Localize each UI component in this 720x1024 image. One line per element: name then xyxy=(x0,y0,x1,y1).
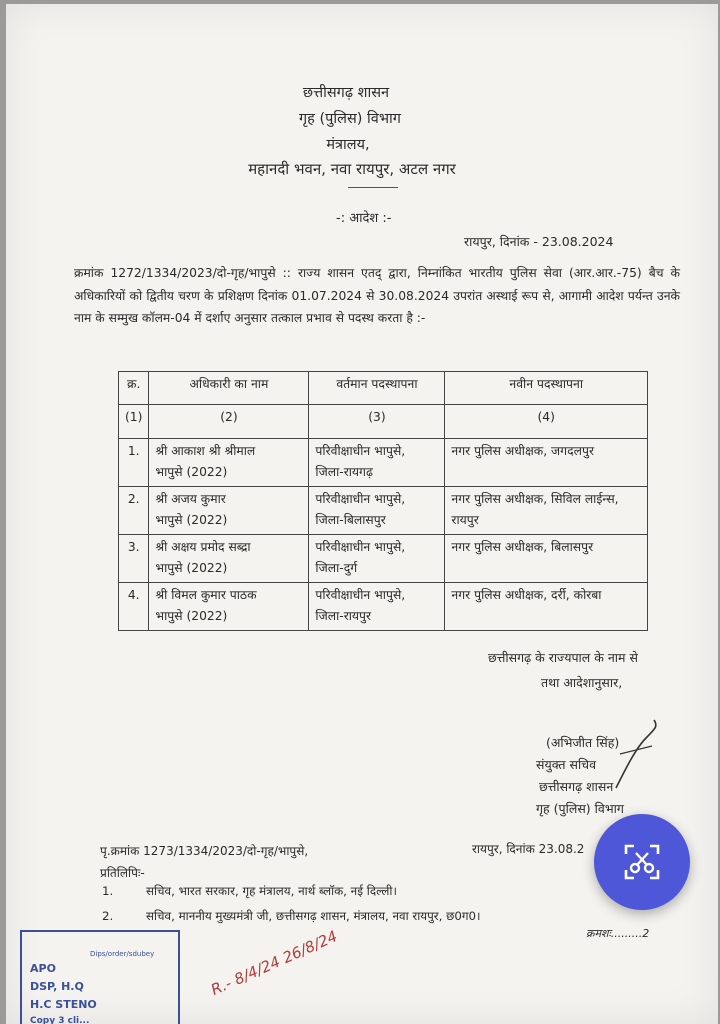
header-new: नवीन पदस्थापना xyxy=(445,372,648,405)
handwritten-note: R.- 8/4/24 26/8/24 xyxy=(208,927,341,999)
item-text: सचिव, भारत सरकार, गृह मंत्रालय, नार्थ ब्लॉक, नई दिल्ली। xyxy=(146,884,397,898)
table-row xyxy=(119,583,648,631)
new-posting: नगर पुलिस अधीक्षक, जगदलपुर xyxy=(445,439,648,487)
current-cell xyxy=(309,487,445,535)
current-district: जिला-दुर्ग xyxy=(315,561,358,575)
copy-heading: प्रतिलिपिः- xyxy=(100,866,145,880)
scissors-crop-icon xyxy=(620,840,664,884)
signatory-state: छत्तीसगढ़ शासन xyxy=(539,779,614,794)
stamp-line: APO xyxy=(30,962,56,975)
officer-name: श्री अजय कुमार xyxy=(155,492,226,506)
govt-heading: छत्तीसगढ़ शासन xyxy=(302,85,390,101)
stamp-line: DSP, H.Q xyxy=(30,980,84,993)
officer-batch: भापुसे (2022) xyxy=(155,609,228,623)
officer-name: श्री आकाश श्री श्रीमाल xyxy=(155,444,256,458)
copy-date: रायपुर, दिनांक 23.08.2 xyxy=(472,842,585,856)
signatory-post: संयुक्त सचिव xyxy=(536,757,597,772)
department-heading: गृह (पुलिस) विभाग xyxy=(299,111,401,127)
signature-authority-line2: तथा आदेशानुसार, xyxy=(541,675,623,690)
item-number: 2. xyxy=(102,909,114,923)
list-item xyxy=(102,908,481,924)
current-cell xyxy=(309,439,445,487)
signatory-name: (अभिजीत सिंह) xyxy=(546,735,620,750)
officer-batch: भापुसे (2022) xyxy=(155,561,228,575)
new-posting: नगर पुलिस अधीक्षक, बिलासपुर xyxy=(445,535,648,583)
current-district: जिला-रायपुर xyxy=(315,609,372,623)
current-posting: परिवीक्षाधीन भापुसे, xyxy=(315,588,406,602)
col-number: (4) xyxy=(445,405,648,439)
item-text: सचिव, माननीय मुख्यमंत्री जी, छत्तीसगढ़ शासन, मंत्रालय, नवा रायपुर, छ0ग0। xyxy=(146,909,481,923)
place-date: रायपुर, दिनांक - 23.08.2024 xyxy=(464,234,614,249)
current-posting: परिवीक्षाधीन भापुसे, xyxy=(315,444,406,458)
office-stamp xyxy=(20,930,180,1024)
officer-batch: भापुसे (2022) xyxy=(155,465,228,479)
current-posting: परिवीक्षाधीन भापुसे, xyxy=(315,492,406,506)
officer-name: श्री अक्षय प्रमोद सब्द्रा xyxy=(155,540,251,554)
table-row xyxy=(119,439,648,487)
ministry-heading: मंत्रालय, xyxy=(326,137,370,153)
current-cell xyxy=(309,535,445,583)
row-serial: 3. xyxy=(119,535,149,583)
new-posting: नगर पुलिस अधीक्षक, सिविल लाईन्स, रायपुर xyxy=(445,487,648,535)
signatory-dept: गृह (पुलिस) विभाग xyxy=(536,801,624,816)
current-district: जिला-बिलासपुर xyxy=(315,513,386,527)
divider xyxy=(348,187,398,188)
list-item xyxy=(102,883,397,899)
current-district: जिला-रायगढ़ xyxy=(315,465,373,479)
row-serial: 2. xyxy=(119,487,149,535)
officer-cell xyxy=(149,439,309,487)
header-name: अधिकारी का नाम xyxy=(149,372,309,405)
officer-cell xyxy=(149,583,309,631)
officer-cell xyxy=(149,535,309,583)
crop-button[interactable] xyxy=(594,814,690,910)
stamp-ref: Dips/order/sdubey xyxy=(90,950,155,958)
officer-name: श्री विमल कुमार पाठक xyxy=(155,588,257,602)
signature-authority-line1: छत्तीसगढ़ के राज्यपाल के नाम से xyxy=(488,650,638,665)
stamp-line: H.C STENO xyxy=(30,998,97,1011)
table-row xyxy=(119,535,648,583)
current-cell xyxy=(309,583,445,631)
order-title: -: आदेश :- xyxy=(336,211,392,226)
row-serial: 1. xyxy=(119,439,149,487)
header-current: वर्तमान पदस्थापना xyxy=(309,372,445,405)
item-number: 1. xyxy=(102,884,114,898)
continued-marker: क्रमशः.........2 xyxy=(586,927,650,940)
officer-cell xyxy=(149,487,309,535)
new-posting: नगर पुलिस अधीक्षक, दर्री, कोरबा xyxy=(445,583,648,631)
header-serial: क्र. xyxy=(119,372,149,405)
table-row xyxy=(119,487,648,535)
posting-table xyxy=(118,371,648,631)
row-serial: 4. xyxy=(119,583,149,631)
officer-batch: भापुसे (2022) xyxy=(155,513,228,527)
col-number: (3) xyxy=(309,405,445,439)
address-heading: महानदी भवन, नवा रायपुर, अटल नगर xyxy=(248,160,456,178)
col-number: (1) xyxy=(119,405,149,439)
copy-reference: पृ.क्रमांक 1273/1334/2023/दो-गृह/भापुसे, xyxy=(100,844,309,858)
stamp-line: Copy 3 cli... xyxy=(30,1016,90,1024)
col-number: (2) xyxy=(149,405,309,439)
current-posting: परिवीक्षाधीन भापुसे, xyxy=(315,540,406,554)
order-paragraph: क्रमांक 1272/1334/2023/दो-गृह/भापुसे :: राज्य शासन एतद् द्वारा, निम्नांकित भारतीय पुलिस सेवा (आर.आर.-75) बैच के अधिकारियों को द्वितीय चरण के प्रशिक्षण दिनांक 01.07.2024 से 30.08.2024 उपरांत अस्थाई रूप से, आगामी आदेश पर्यन्त उनके नाम के सम्मुख कॉलम-04 में दर्शाए अनुसार तत्काल प्रभाव से पदस्थ करता है :- xyxy=(74,266,680,325)
handwritten-signature xyxy=(606,718,666,798)
